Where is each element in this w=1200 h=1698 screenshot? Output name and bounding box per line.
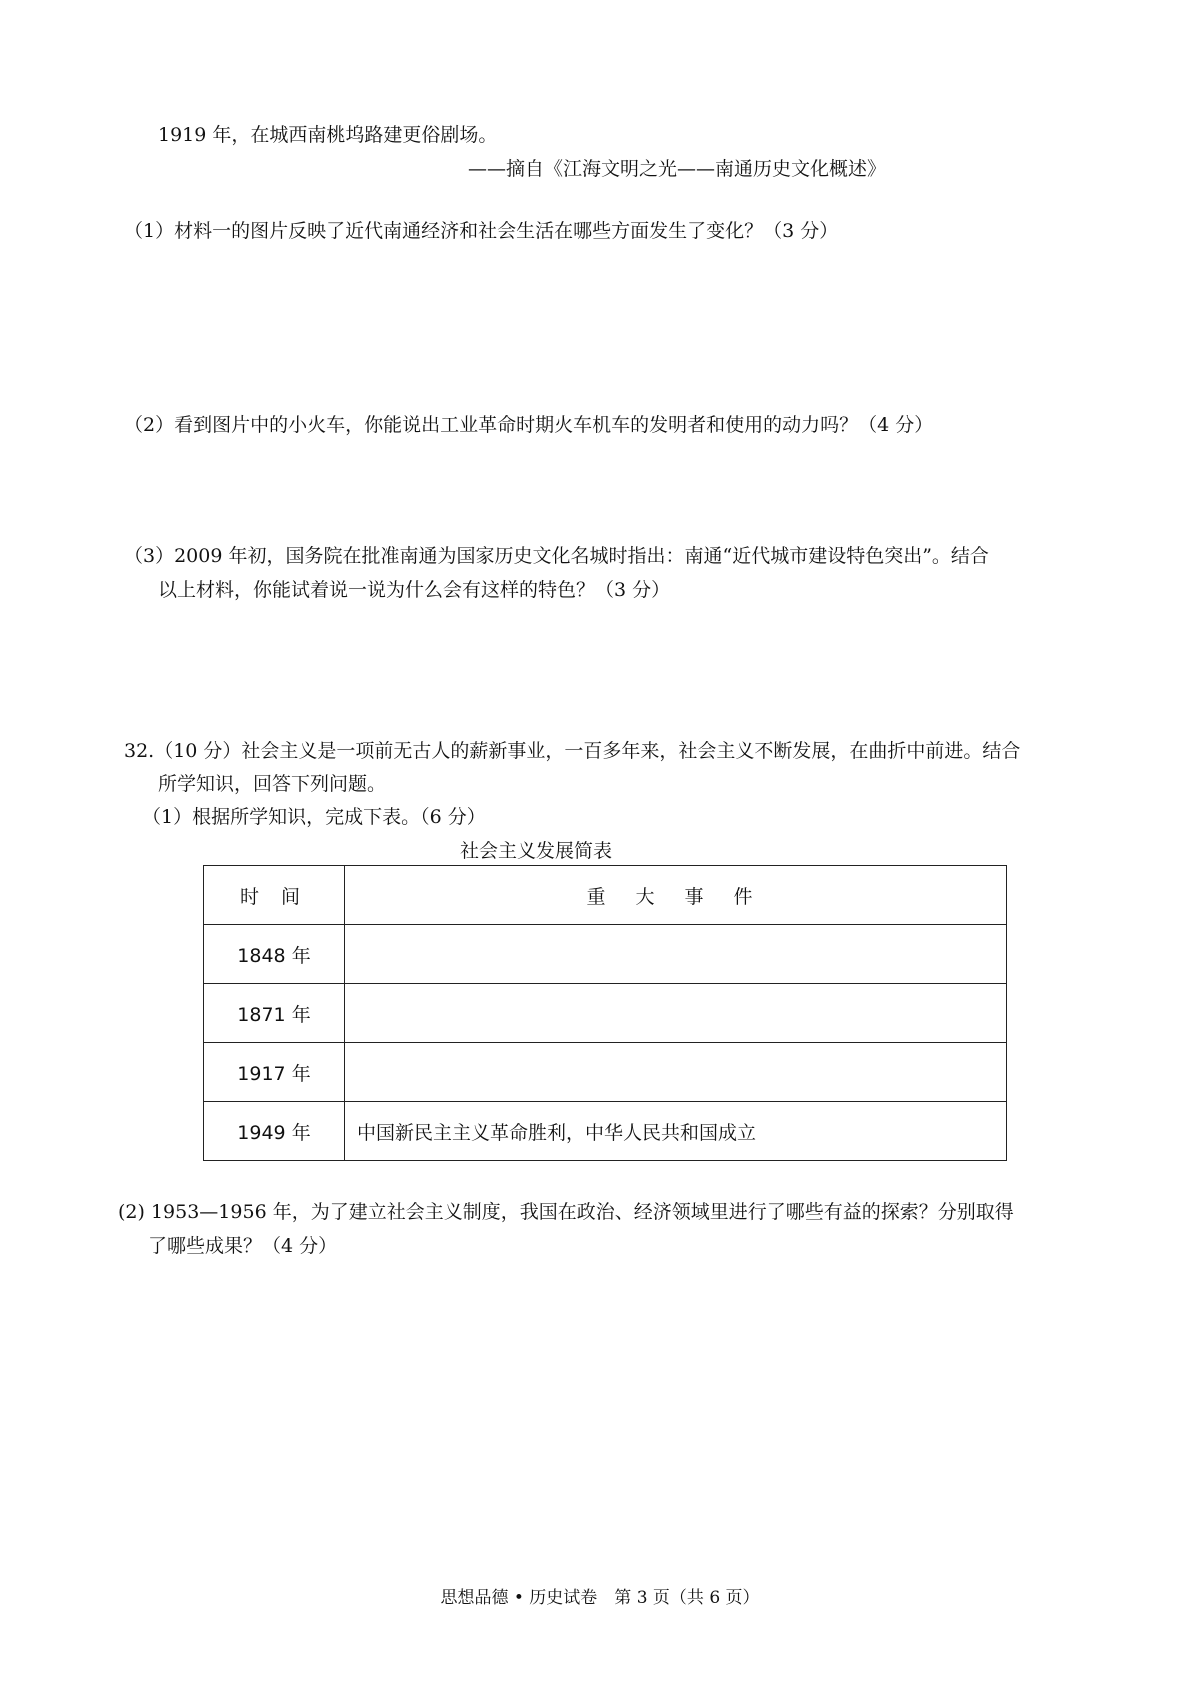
material-source-citation: ——摘自《江海文明之光——南通历史文化概述》 [468, 158, 887, 180]
row-event: 中国新民主主义革命胜利，中华人民共和国成立 [345, 1102, 1007, 1161]
question-32-1: （1）根据所学知识，完成下表。（6 分） [142, 806, 486, 828]
socialism-development-table [203, 865, 1007, 1161]
row-event-blank [345, 1043, 1007, 1102]
row-event-blank [345, 925, 1007, 984]
table-row [204, 1102, 1007, 1161]
row-time: 1949 年 [204, 1102, 345, 1161]
row-time: 1848 年 [204, 925, 345, 984]
header-event: 重 大 事 件 [345, 866, 1007, 925]
page-footer: 思想品德 • 历史试卷 第 3 页（共 6 页） [440, 1588, 760, 1608]
question-31-3-line2: 以上材料，你能试着说一说为什么会有这样的特色？（3 分） [158, 579, 671, 601]
table-row [204, 984, 1007, 1043]
table-caption: 社会主义发展简表 [460, 840, 613, 862]
table-row [204, 1043, 1007, 1102]
question-32-intro-line2: 所学知识，回答下列问题。 [158, 773, 387, 795]
question-31-1: （1）材料一的图片反映了近代南通经济和社会生活在哪些方面发生了变化？（3 分） [124, 220, 839, 242]
question-32-intro-line1: 32.（10 分）社会主义是一项前无古人的薪新事业，一百多年来，社会主义不断发展，在曲折中前进。结合 [124, 740, 1021, 762]
question-32-2-line2: 了哪些成果？（4 分） [148, 1235, 338, 1257]
question-32-2-line1: (2) 1953—1956 年，为了建立社会主义制度，我国在政治、经济领域里进行了哪些有益的探索？分别取得 [118, 1201, 1014, 1223]
row-time: 1871 年 [204, 984, 345, 1043]
header-time: 时 间 [204, 866, 345, 925]
table-header-row [204, 866, 1007, 925]
table-row [204, 925, 1007, 984]
row-time: 1917 年 [204, 1043, 345, 1102]
row-event-blank [345, 984, 1007, 1043]
material-excerpt-line: 1919 年，在城西南桃坞路建更俗剧场。 [158, 124, 498, 146]
question-31-2: （2）看到图片中的小火车，你能说出工业革命时期火车机车的发明者和使用的动力吗？（4 分） [124, 414, 934, 436]
question-31-3-line1: （3）2009 年初，国务院在批准南通为国家历史文化名城时指出：南通“近代城市建设特色突出”。结合 [124, 545, 989, 567]
